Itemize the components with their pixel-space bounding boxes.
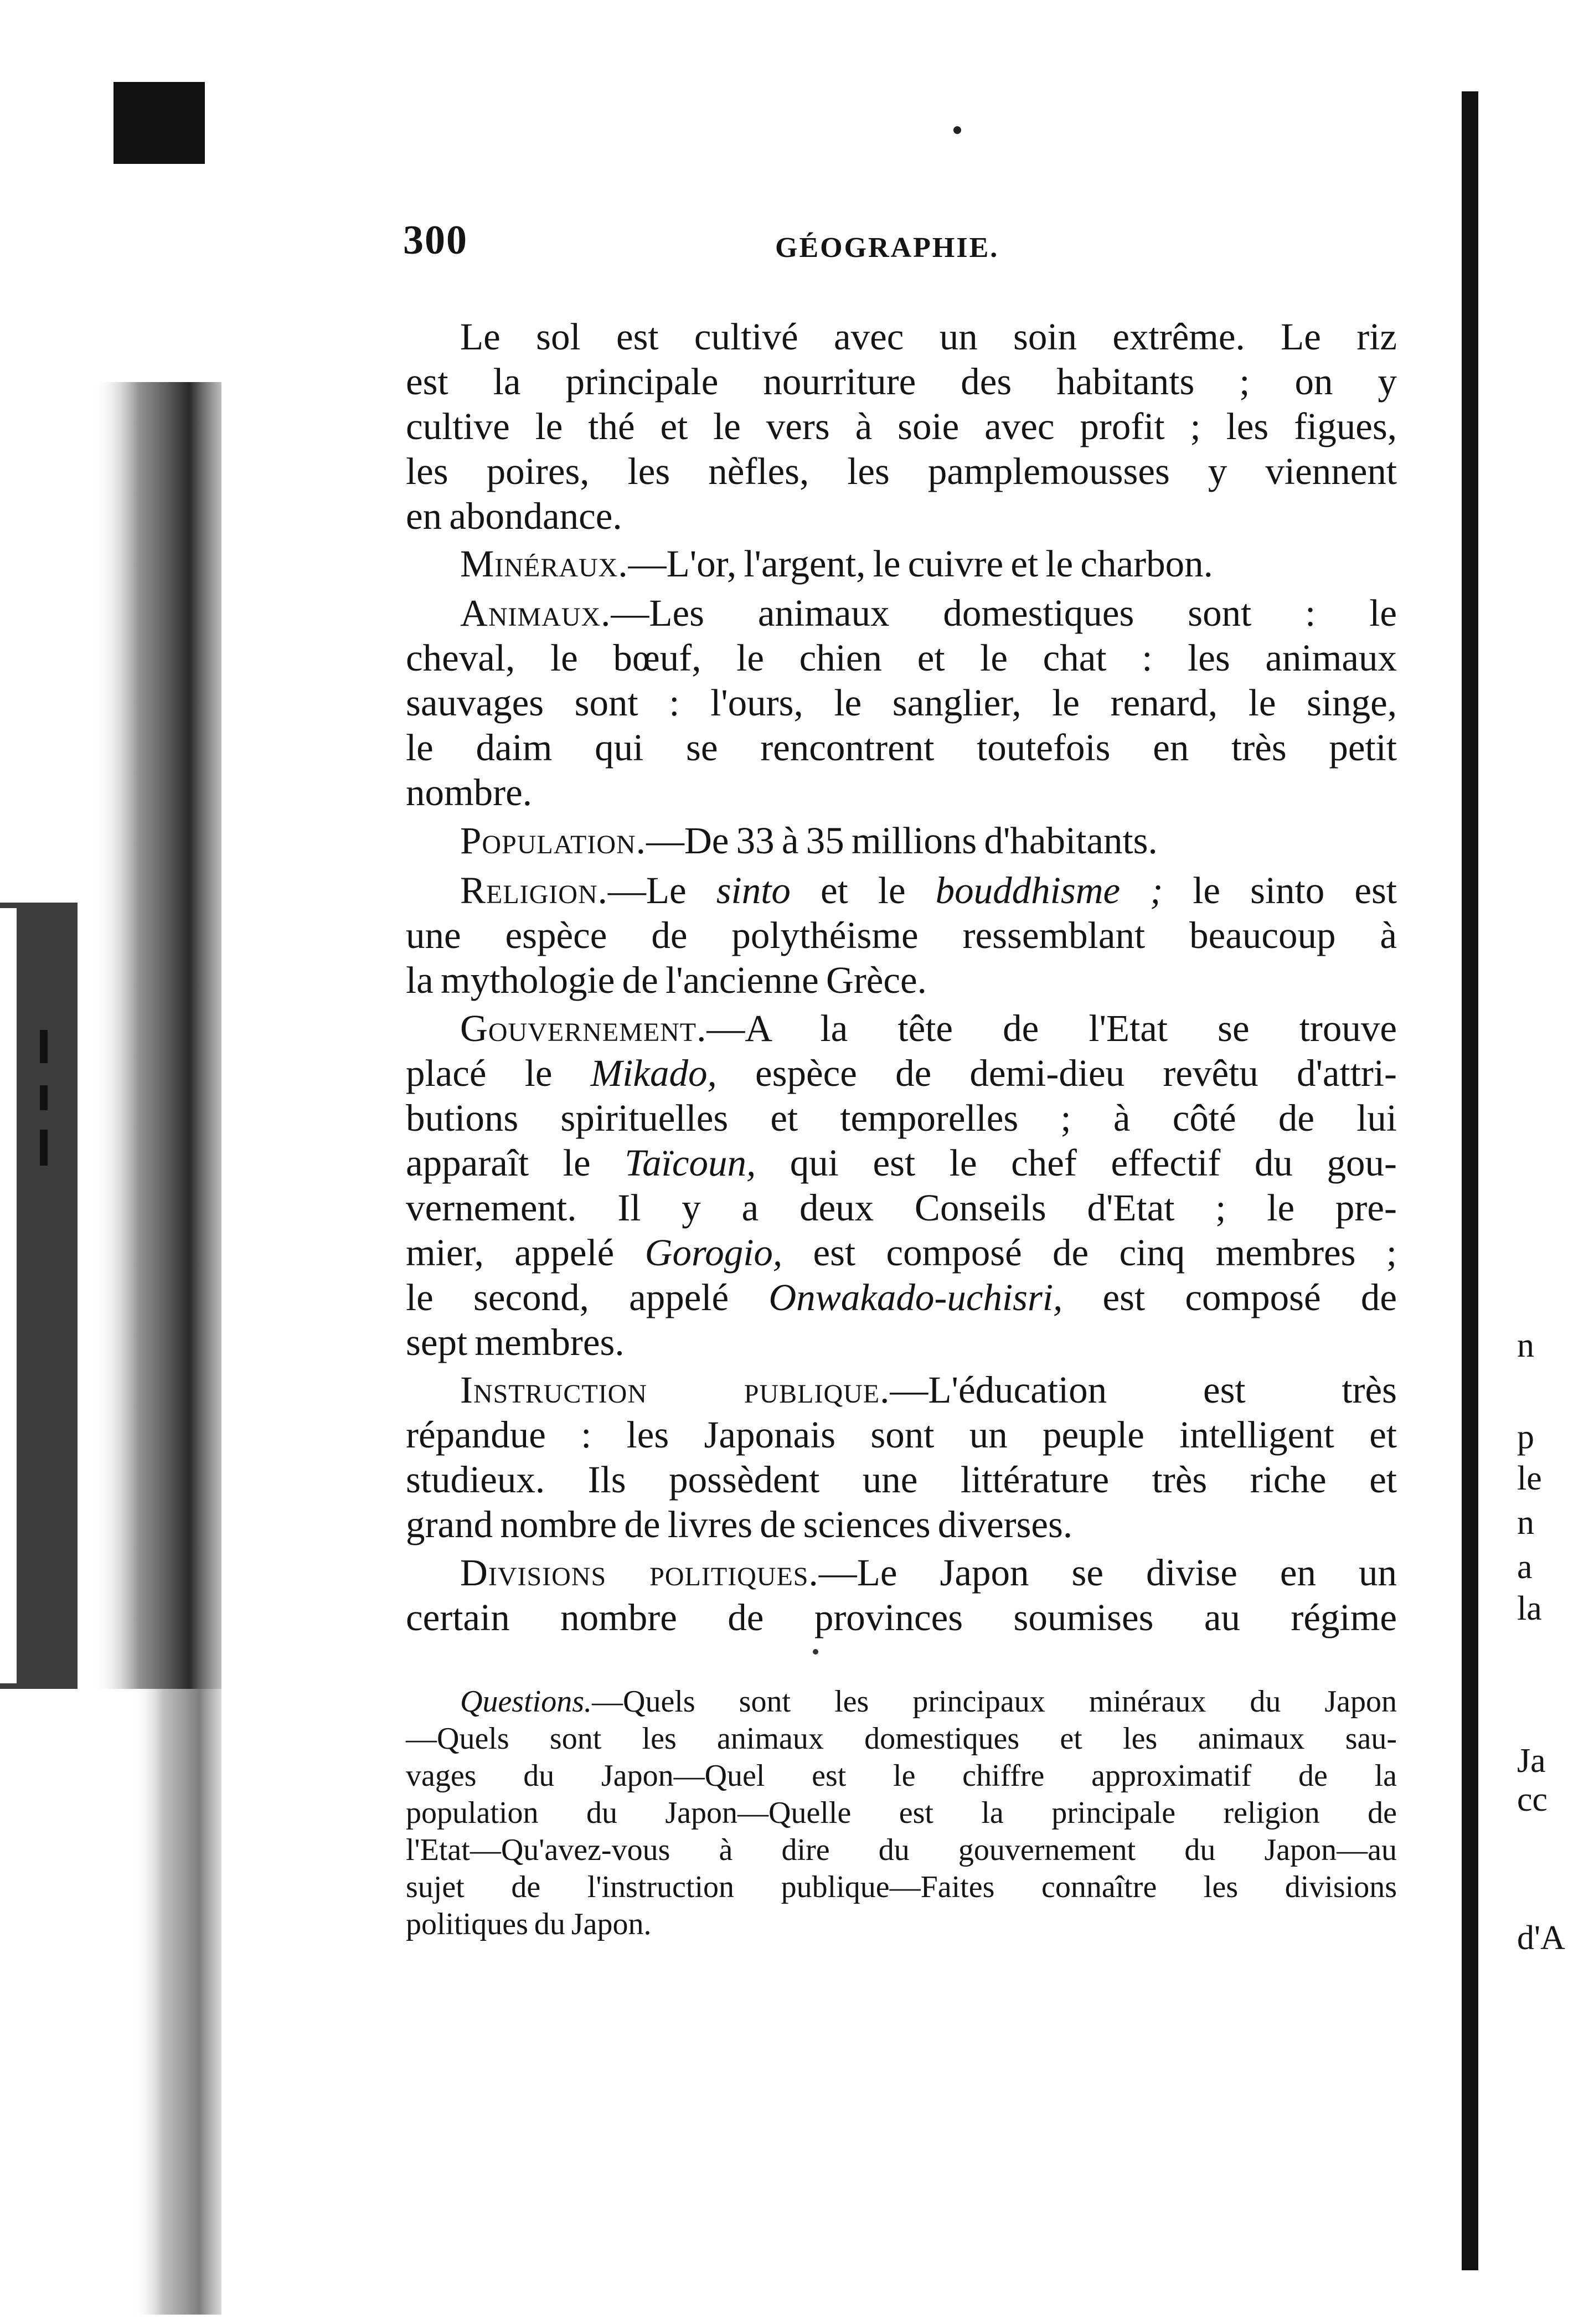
text-line: cheval, le bœuf, le chien et le chat : les animaux <box>406 637 1397 679</box>
text-line: cultive le thé et le vers à soie avec profit ; les figues, <box>406 405 1397 447</box>
page-gutter-shadow <box>0 0 227 2324</box>
section-lead-population: Population. <box>460 820 646 862</box>
text-line: une espèce de polythéisme ressemblant beaucoup à <box>406 914 1397 956</box>
question-line: population du Japon—Quelle est la principale religion de <box>406 1796 1397 1830</box>
text-run: est composé de <box>1062 1276 1397 1318</box>
text-line: les poires, les nèfles, les pamplemousses y viennent <box>406 450 1397 492</box>
italic-term: Onwakado-uchisri, <box>768 1276 1063 1318</box>
text-line: sauvages sont : l'ours, le sanglier, le renard, le singe, <box>406 682 1397 724</box>
text-run: —De 33 à 35 millions d'habitants. <box>646 820 1158 862</box>
text-line: studieux. Ils possèdent une littérature très riche et <box>406 1459 1397 1501</box>
section-lead-divisions: Divisions politiques. <box>460 1552 819 1594</box>
dot-ornament <box>813 1649 818 1655</box>
question-line: l'Etat—Qu'avez-vous à dire du gouvernement du Japon—au <box>406 1833 1397 1867</box>
facing-page-fragment: n <box>1517 1504 1534 1542</box>
text-run: qui est le chef effectif du gou- <box>756 1142 1397 1184</box>
section-lead-minerals: Minéraux. <box>460 543 628 585</box>
text-line: grand nombre de livres de sciences diverses. <box>406 1503 1073 1545</box>
text-line <box>406 1051 1397 1096</box>
text-line <box>406 1368 1397 1413</box>
text-line: est la principale nourriture des habitants ; on y <box>406 360 1397 403</box>
section-lead-animals: Animaux. <box>460 592 611 634</box>
text-line: sept membres. <box>406 1321 625 1363</box>
page-number: 300 <box>403 218 468 263</box>
text-line: en abondance. <box>406 495 622 537</box>
section-lead-education: Instruction publique. <box>460 1369 890 1411</box>
text-line: butions spirituelles et temporelles ; à côté de lui <box>406 1097 1397 1139</box>
text-line: le daim qui se rencontrent toutefois en très petit <box>406 726 1397 769</box>
text-run: apparaît le <box>406 1142 625 1184</box>
facing-page-fragment: Ja <box>1517 1742 1546 1780</box>
italic-term: Gorogio, <box>644 1231 783 1274</box>
italic-term: sinto <box>716 869 791 911</box>
text-line <box>406 1275 1397 1320</box>
section-lead-religion: Religion. <box>460 869 608 911</box>
text-run: le sinto est <box>1163 869 1397 911</box>
question-line: vages du Japon—Quel est le chiffre approximatif de la <box>406 1759 1397 1793</box>
italic-term: Mikado, <box>590 1052 717 1094</box>
text-run: —A la tête de l'Etat se trouve <box>706 1007 1397 1049</box>
facing-page-fragment: p <box>1517 1418 1534 1456</box>
text-run: —Quels sont les principaux minéraux du Japon <box>592 1684 1397 1719</box>
section-lead-government: Gouvernement. <box>460 1007 707 1049</box>
text-line: vernement. Il y a deux Conseils d'Etat ; le pre- <box>406 1187 1397 1229</box>
text-line <box>406 1230 1397 1275</box>
text-line: répandue : les Japonais sont un peuple intelligent et <box>406 1414 1397 1456</box>
dot-ornament <box>953 126 961 134</box>
question-line <box>406 1683 1397 1720</box>
right-edge-rule <box>1462 91 1478 2270</box>
text-line <box>406 1550 1397 1595</box>
text-line: nombre. <box>406 771 533 813</box>
text-line: la mythologie de l'ancienne Grèce. <box>406 959 927 1001</box>
text-line: certain nombre de provinces soumises au régime <box>406 1596 1397 1638</box>
text-run: —Le Japon se divise en un <box>818 1552 1397 1594</box>
text-line <box>406 591 1397 636</box>
facing-page-fragment: le <box>1517 1460 1542 1497</box>
text-run: —Le <box>607 869 716 911</box>
text-run: le second, appelé <box>406 1276 769 1318</box>
text-line <box>406 1141 1397 1186</box>
question-line: sujet de l'instruction publique—Faites connaître les divisions <box>406 1870 1397 1904</box>
facing-page-fragment: d'A <box>1517 1919 1565 1957</box>
facing-page-fragment: n <box>1517 1327 1534 1364</box>
text-run: est composé de cinq membres ; <box>782 1231 1397 1274</box>
text-run: mier, appelé <box>406 1231 645 1274</box>
italic-term: bouddhisme ; <box>935 869 1163 911</box>
questions-lead: Questions. <box>460 1684 592 1719</box>
facing-page-fragment: a <box>1517 1548 1533 1586</box>
text-run: espèce de demi-dieu revêtu d'attri- <box>716 1052 1397 1094</box>
facing-page-fragment: la <box>1517 1590 1542 1627</box>
question-line: politiques du Japon. <box>406 1907 652 1941</box>
text-line <box>406 868 1397 913</box>
text-line <box>406 1006 1397 1051</box>
italic-term: Taïcoun, <box>625 1142 756 1184</box>
paragraph-minerals <box>406 542 1397 586</box>
text-run: placé le <box>406 1052 591 1094</box>
text-run: —L'éducation est très <box>890 1369 1397 1411</box>
facing-page-fragment: cc <box>1517 1781 1548 1818</box>
text-line: Le sol est cultivé avec un soin extrême. Le riz <box>460 316 1397 358</box>
text-run: —L'or, l'argent, le cuivre et le charbon. <box>628 543 1213 585</box>
question-line: —Quels sont les animaux domestiques et les animaux sau- <box>406 1722 1397 1756</box>
running-title: GÉOGRAPHIE. <box>775 232 999 264</box>
text-run: et le <box>790 869 936 911</box>
text-run: —Les animaux domestiques sont : le <box>611 592 1397 634</box>
paragraph-population <box>406 818 1397 863</box>
